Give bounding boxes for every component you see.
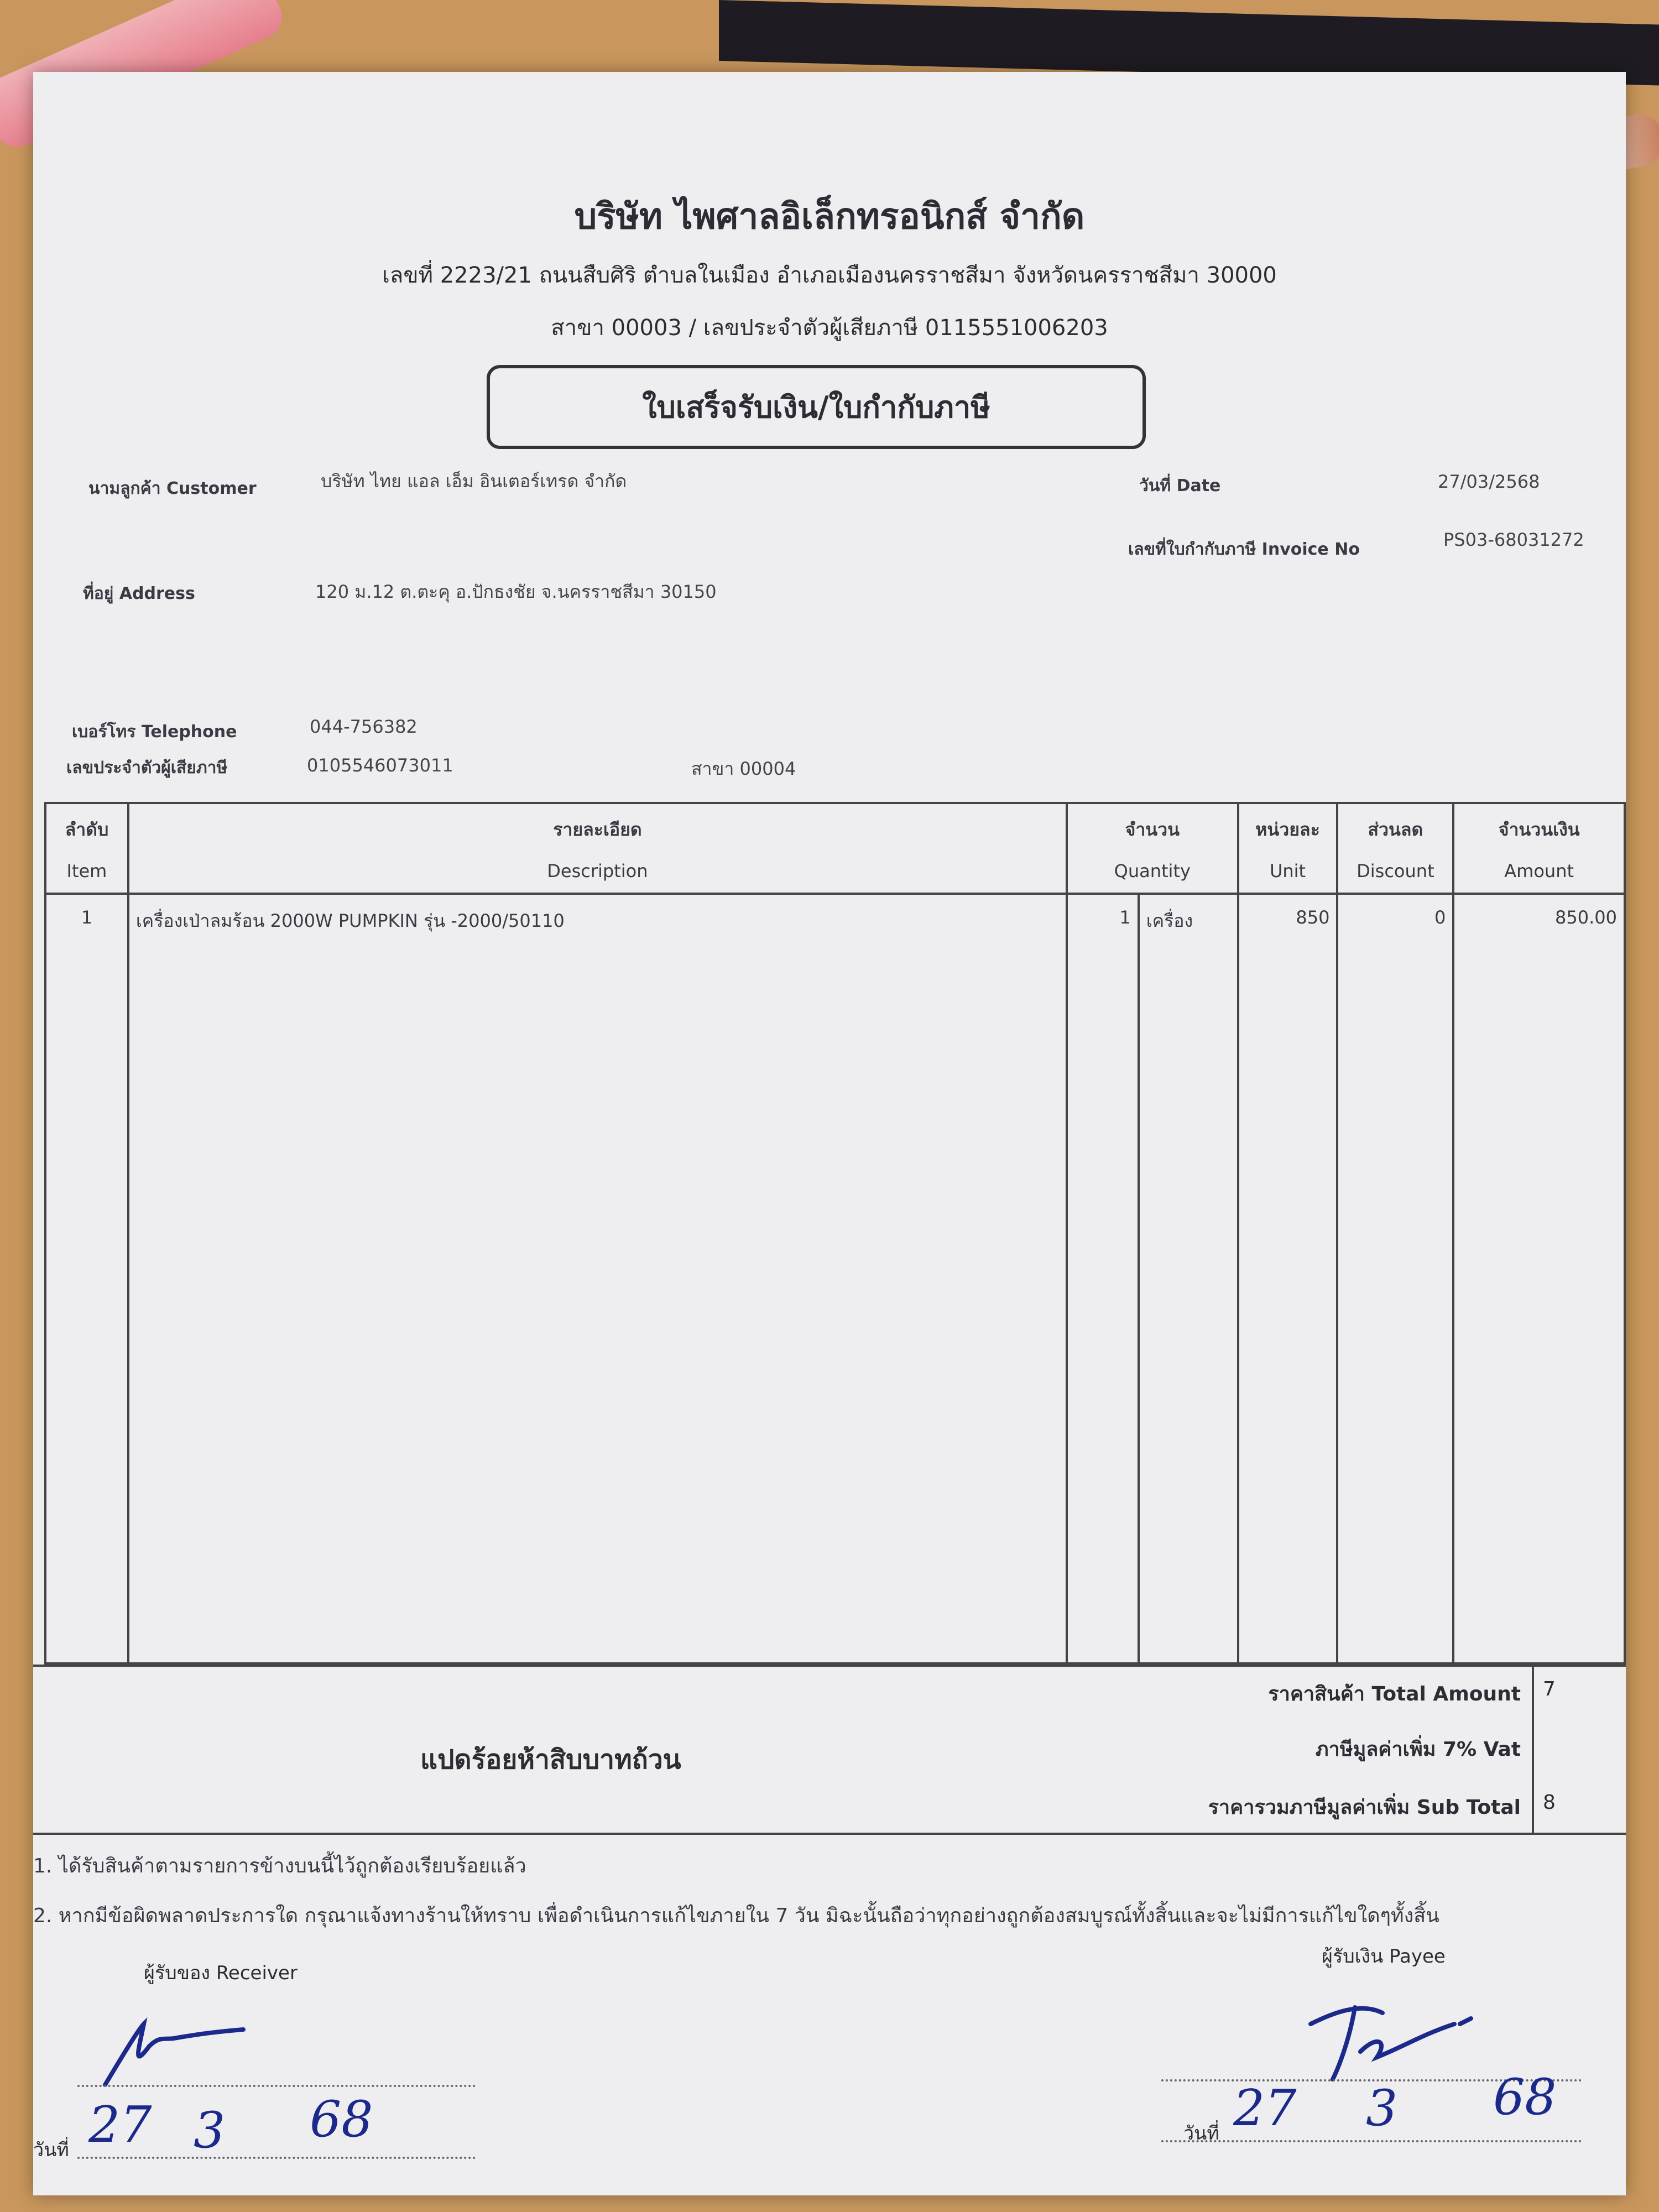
receiver-label: ผู้รับของ Receiver [144, 1962, 298, 1984]
header-discount: ส่วนลด Discount [1337, 803, 1453, 894]
row-unit-price: 850 [1238, 894, 1338, 1663]
date-value: 27/03/2568 [1438, 471, 1540, 492]
header-quantity: จำนวน Quantity [1067, 803, 1238, 894]
date-label: วันที่ Date [1139, 476, 1221, 495]
customer-tax-id: 0105546073011 [307, 755, 453, 776]
table-header-row [45, 803, 1625, 894]
document-title: ใบเสร็จรับเงิน/ใบกำกับภาษี [642, 390, 990, 425]
payee-date-month: 3 [1366, 2079, 1398, 2137]
row-description: เครื่องเป่าลมร้อน 2000W PUMPKIN รุ่น -2000/50110 [128, 894, 1067, 1663]
payee-date-day: 27 [1233, 2079, 1297, 2137]
customer-phone: 044-756382 [310, 716, 418, 737]
vat-label: ภาษีมูลค่าเพิ่ม 7% Vat [1315, 1738, 1521, 1761]
total-amount-label: ราคาสินค้า Total Amount [1268, 1683, 1521, 1705]
phone-label: เบอร์โทร Telephone [72, 722, 237, 742]
totals-divider [1532, 1667, 1534, 1833]
payee-date-line [1161, 2140, 1582, 2142]
row-amount: 850.00 [1453, 894, 1625, 1663]
receiver-signature [100, 2007, 265, 2107]
note-1: 1. ได้รับสินค้าตามรายการข้างบนนี้ไว้ถูกต้องเรียบร้อยแล้ว [33, 1855, 526, 1877]
payee-signature [1294, 1991, 1493, 2093]
items-table [44, 802, 1626, 1665]
row-item: 1 [45, 894, 128, 1663]
customer-name-label: นามลูกค้า Customer [88, 479, 257, 498]
receiver-signature-line [77, 2085, 476, 2087]
customer-branch: สาขา 00004 [691, 758, 796, 779]
receipt-document [33, 72, 1626, 2195]
company-branch-tax: สาขา 00003 / เลขประจำตัวผู้เสียภาษี 0115551006203 [551, 315, 1108, 341]
header-item: ลำดับ Item [45, 803, 128, 894]
payee-date-year: 68 [1493, 2068, 1557, 2126]
tax-id-label: เลขประจำตัวผู้เสียภาษี [66, 758, 228, 778]
customer-name: บริษัท ไทย แอล เอ็ม อินเตอร์เทรด จำกัด [321, 471, 627, 492]
row-uom: เครื่อง [1139, 894, 1238, 1663]
receiver-date-year: 68 [310, 2090, 373, 2148]
amount-in-words: แปดร้อยห้าสิบบาทถ้วน [420, 1744, 681, 1775]
totals-section [33, 1665, 1626, 1835]
note-2: 2. หากมีข้อผิดพลาดประการใด กรุณาแจ้งทางร้านให้ทราบ เพื่อดำเนินการแก้ไขภายใน 7 วัน มิฉะนั้นถือว่าทุกอย่างถูกต้องสมบูรณ์ทั้งสิ้นและจะไม่มีการแก้ไขใดๆทั้งสิ้น [33, 1905, 1439, 1927]
subtotal-value: 8 [1543, 1791, 1556, 1814]
header-amount: จำนวนเงิน Amount [1453, 803, 1625, 894]
document-title-box [487, 365, 1146, 449]
subtotal-label: ราคารวมภาษีมูลค่าเพิ่ม Sub Total [1208, 1796, 1521, 1819]
header-unit: หน่วยละ Unit [1238, 803, 1338, 894]
receiver-date-prefix: วันที่ [33, 2139, 69, 2161]
row-qty: 1 [1067, 894, 1139, 1663]
company-address: เลขที่ 2223/21 ถนนสืบศิริ ตำบลในเมือง อำเภอเมืองนครราชสีมา จังหวัดนครราชสีมา 30000 [382, 263, 1277, 288]
address-label: ที่อยู่ Address [83, 584, 195, 603]
payee-date-prefix: วันที่ [1183, 2122, 1219, 2145]
customer-address: 120 ม.12 ต.ตะคุ อ.ปักธงชัย จ.นครราชสีมา 30150 [315, 581, 717, 602]
total-amount-value: 7 [1543, 1678, 1556, 1700]
payee-label: ผู้รับเงิน Payee [1322, 1945, 1446, 1968]
invoice-no-label: เลขที่ใบกำกับภาษี Invoice No [1128, 540, 1360, 559]
receiver-date-day: 27 [88, 2096, 152, 2154]
row-discount: 0 [1337, 894, 1453, 1663]
receiver-date-month: 3 [194, 2101, 226, 2159]
receiver-date-line [77, 2157, 476, 2159]
table-row [45, 894, 1625, 1663]
header-description: รายละเอียด Description [128, 803, 1067, 894]
company-name: บริษัท ไพศาลอิเล็กทรอนิกส์ จำกัด [574, 196, 1085, 237]
invoice-no-value: PS03-68031272 [1443, 529, 1584, 550]
